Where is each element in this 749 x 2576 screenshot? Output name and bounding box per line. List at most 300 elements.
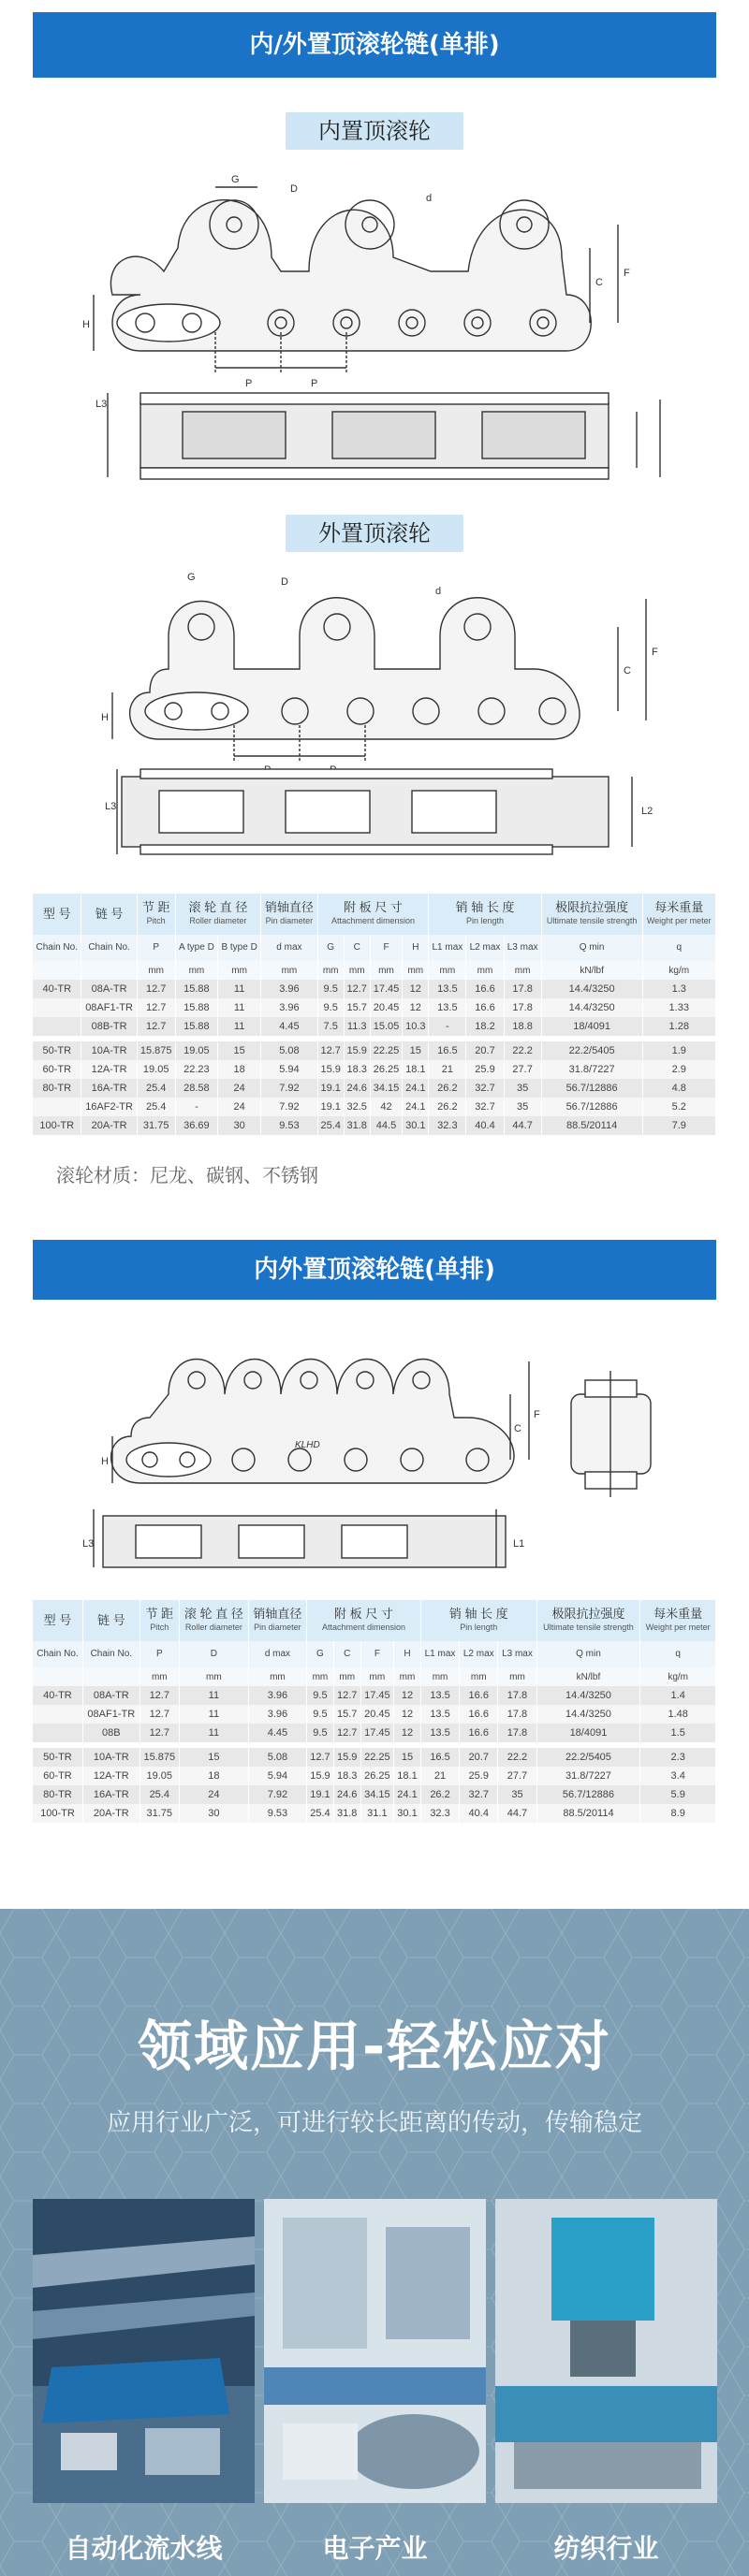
sub-header-cell: H (394, 1641, 421, 1667)
sub-header-cell: C (344, 935, 370, 961)
sub-header-cell: P (137, 935, 175, 961)
table-cell: 4.45 (261, 1017, 318, 1036)
sub-header-cell: q (642, 935, 716, 961)
table-cell: 12.7 (333, 1724, 360, 1742)
table-cell: 08AF1-TR (81, 998, 137, 1017)
table-cell: 15.875 (137, 1041, 175, 1060)
table-cell: 5.94 (261, 1060, 318, 1079)
th-tensile: 极限抗拉强度 Ultimate tensile strength (541, 894, 642, 935)
outer-top-view (117, 769, 632, 854)
sub-header-cell: L2 max (460, 1641, 498, 1667)
table-cell: 30.1 (394, 1804, 421, 1823)
table-cell: 7.9 (642, 1116, 716, 1135)
th-pitch: 节 距 Pitch (137, 894, 175, 935)
table-cell: 17.8 (498, 1724, 536, 1742)
table-cell: 18.1 (394, 1767, 421, 1785)
table-cell: 08AF1-TR (82, 1705, 140, 1724)
table-cell: 22.2/5405 (541, 1041, 642, 1060)
table-cell: 32.7 (466, 1098, 504, 1116)
unit-header-cell (33, 1667, 82, 1686)
unit-header-cell: mm (137, 961, 175, 980)
sub-header-cell: L1 max (420, 1641, 459, 1667)
svg-text:C: C (624, 665, 631, 677)
table-cell: 15.88 (175, 980, 217, 998)
svg-text:H: H (101, 712, 109, 723)
table-cell: 21 (429, 1060, 466, 1079)
table-cell: 10A-TR (81, 1041, 137, 1060)
svg-text:F: F (624, 268, 630, 279)
sub-header-cell: Chain No. (33, 935, 81, 961)
table-cell: 24.6 (344, 1079, 370, 1098)
svg-text:H: H (82, 319, 90, 330)
sub-header-cell: Q min (541, 935, 642, 961)
svg-text:L1: L1 (513, 1538, 525, 1550)
unit-header-cell: mm (333, 1667, 360, 1686)
table-cell: 40-TR (33, 980, 81, 998)
table-cell: 18.2 (466, 1017, 504, 1036)
table-cell: 17.45 (360, 1724, 393, 1742)
table-cell: 5.08 (261, 1041, 318, 1060)
table-cell: 17.8 (498, 1686, 536, 1705)
table-cell: 44.5 (370, 1116, 403, 1135)
unit-header-cell: mm (248, 1667, 306, 1686)
table-cell: 11 (218, 1017, 261, 1036)
sub-header-cell: L3 max (504, 935, 541, 961)
table-cell: 08A-TR (81, 980, 137, 998)
svg-text:P: P (245, 378, 253, 389)
table-cell: 34.15 (370, 1079, 403, 1098)
table-cell: 25.4 (307, 1804, 334, 1823)
table-cell: 14.4/3250 (541, 980, 642, 998)
table-cell: 5.2 (642, 1098, 716, 1116)
table-cell: 31.8/7227 (536, 1767, 640, 1785)
th-pin: 销轴直径 Pin diameter (261, 894, 318, 935)
sub-header-cell: B type D (218, 935, 261, 961)
svg-text:F: F (652, 647, 658, 658)
table-cell: 31.8 (333, 1804, 360, 1823)
table-cell: 26.25 (360, 1767, 393, 1785)
svg-text:L3: L3 (105, 801, 117, 812)
caption-assembly-line: 自动化流水线 (65, 2533, 223, 2564)
table-cell: 50-TR (33, 1041, 81, 1060)
table-cell: 60-TR (33, 1767, 82, 1785)
table-cell: 12.7 (140, 1705, 179, 1724)
unit-header-cell: mm (466, 961, 504, 980)
table-cell: 13.5 (429, 980, 466, 998)
table-cell: 35 (504, 1098, 541, 1116)
table-cell: 25.4 (137, 1098, 175, 1116)
table-cell: 12.7 (137, 980, 175, 998)
table-cell: 32.3 (429, 1116, 466, 1135)
table-cell: 12 (394, 1724, 421, 1742)
svg-text:G: G (187, 572, 196, 583)
table-cell: 25.9 (466, 1060, 504, 1079)
table-cell: 24 (218, 1079, 261, 1098)
table-cell: - (175, 1098, 217, 1116)
table-cell: 12A-TR (81, 1060, 137, 1079)
sub-header-cell: F (370, 935, 403, 961)
table-cell: 9.5 (317, 998, 344, 1017)
table-cell: 30 (218, 1116, 261, 1135)
table-cell (33, 1705, 82, 1724)
unit-header-cell: kg/m (640, 1667, 716, 1686)
table-cell: 12.7 (137, 998, 175, 1017)
table-row (33, 1767, 716, 1785)
table-cell: 9.53 (248, 1804, 306, 1823)
svg-text:F: F (534, 1409, 540, 1420)
table-cell: 08B-TR (81, 1017, 137, 1036)
svg-text:L3: L3 (95, 399, 108, 410)
table-cell: 20A-TR (82, 1804, 140, 1823)
table-cell: 24 (179, 1785, 248, 1804)
table-cell: 15.875 (140, 1748, 179, 1767)
svg-text:L2: L2 (641, 806, 654, 817)
table-cell: 20A-TR (81, 1116, 137, 1135)
table-cell: 12.7 (140, 1724, 179, 1742)
th2-pinlen: 销 轴 长 度 Pin length (420, 1600, 536, 1641)
table-cell: 25.4 (137, 1079, 175, 1098)
application-section (0, 1909, 749, 2576)
table-cell: 22.2/5405 (536, 1748, 640, 1767)
table-cell: 3.4 (640, 1767, 716, 1785)
table-cell: 22.25 (370, 1041, 403, 1060)
table-cell: 24.1 (394, 1785, 421, 1804)
table-cell: 36.69 (175, 1116, 217, 1135)
table-cell: 56.7/12886 (536, 1785, 640, 1804)
unit-header-cell (82, 1667, 140, 1686)
table-cell: 80-TR (33, 1079, 81, 1098)
caption-textile: 纺织行业 (553, 2533, 659, 2564)
electronics-factory-photo (264, 2199, 486, 2503)
table-cell: 16.6 (460, 1686, 498, 1705)
table-cell: 31.8/7227 (541, 1060, 642, 1079)
table-cell: 31.1 (360, 1804, 393, 1823)
table-cell: - (429, 1017, 466, 1036)
table-cell: 12.7 (317, 1041, 344, 1060)
table-cell: 19.05 (137, 1060, 175, 1079)
table-cell: 18/4091 (536, 1724, 640, 1742)
table-cell: 18.3 (344, 1060, 370, 1079)
table-cell: 27.7 (504, 1060, 541, 1079)
application-subtitle: 应用行业广泛，可进行较长距离的传动，传输稳定 (106, 2109, 642, 2137)
table-cell: 12.7 (344, 980, 370, 998)
table-cell: 27.7 (498, 1767, 536, 1785)
table-cell: 1.33 (642, 998, 716, 1017)
table-cell: 17.8 (498, 1705, 536, 1724)
table-cell: 1.5 (640, 1724, 716, 1742)
table-cell: 15.88 (175, 1017, 217, 1036)
table-cell: 15.9 (307, 1767, 334, 1785)
sub-header-cell: Chain No. (82, 1641, 140, 1667)
table-cell: 7.92 (261, 1098, 318, 1116)
table-cell: 12A-TR (82, 1767, 140, 1785)
table-cell: 14.4/3250 (536, 1686, 640, 1705)
table-row (33, 1060, 716, 1079)
table-cell: 16.6 (460, 1705, 498, 1724)
table-row (33, 1748, 716, 1767)
table-row (33, 1041, 716, 1060)
combo-end-view (571, 1371, 651, 1497)
sub-header-cell: L1 max (429, 935, 466, 961)
svg-text:D: D (290, 183, 298, 195)
table-cell: 40-TR (33, 1686, 82, 1705)
sub-header-cell: C (333, 1641, 360, 1667)
table-cell: 26.2 (429, 1098, 466, 1116)
table-cell: 25.4 (140, 1785, 179, 1804)
table-cell: 14.4/3250 (536, 1705, 640, 1724)
table-cell: 15.9 (333, 1748, 360, 1767)
table-cell: 24.6 (333, 1785, 360, 1804)
chain-logo-text: KLHD (295, 1440, 320, 1450)
inner-roller-label: 内置顶滚轮 (286, 112, 463, 150)
th-pinlen: 销 轴 长 度 Pin length (429, 894, 541, 935)
combo-side-view (111, 1360, 529, 1484)
table-row (33, 1686, 716, 1705)
table-cell: 19.05 (140, 1767, 179, 1785)
table-cell: 3.96 (261, 998, 318, 1017)
table-cell: 11 (179, 1686, 248, 1705)
table-cell: 17.8 (504, 998, 541, 1017)
sub-header-cell: Q min (536, 1641, 640, 1667)
table-cell: 31.75 (140, 1804, 179, 1823)
table-cell (33, 1017, 81, 1036)
table-cell: 1.3 (642, 980, 716, 998)
unit-header-cell: mm (317, 961, 344, 980)
inner-side-view (94, 187, 618, 374)
table-cell: 4.8 (642, 1079, 716, 1098)
unit-header-cell (33, 961, 81, 980)
unit-header-cell: mm (360, 1667, 393, 1686)
table-cell: 44.7 (498, 1804, 536, 1823)
table-cell: 24.1 (403, 1098, 429, 1116)
unit-header-cell: mm (370, 961, 403, 980)
unit-header-cell: mm (261, 961, 318, 980)
table-cell: 18 (218, 1060, 261, 1079)
dim-g-label: G (231, 174, 240, 185)
table-cell: 30 (179, 1804, 248, 1823)
table-cell: 26.2 (429, 1079, 466, 1098)
sub-header-cell: Chain No. (33, 1641, 82, 1667)
table-cell: 17.8 (504, 980, 541, 998)
table-cell: 13.5 (420, 1686, 459, 1705)
table-cell: 15.9 (344, 1041, 370, 1060)
th-chain: 链 号 (81, 894, 137, 935)
table-cell: 12 (403, 998, 429, 1017)
table-cell: 15.88 (175, 998, 217, 1017)
table-cell: 7.5 (317, 1017, 344, 1036)
table-cell: 35 (498, 1785, 536, 1804)
application-title: 领域应用-轻松应对 (137, 2015, 612, 2078)
table-cell: 20.7 (460, 1748, 498, 1767)
table-cell: 20.7 (466, 1041, 504, 1060)
table-cell (33, 1724, 82, 1742)
table-cell (33, 1098, 81, 1116)
table-cell: 19.1 (307, 1785, 334, 1804)
table-cell: 18.8 (504, 1017, 541, 1036)
unit-header-cell: kg/m (642, 961, 716, 980)
table-cell: 16A-TR (82, 1785, 140, 1804)
table-cell: 22.25 (360, 1748, 393, 1767)
th2-chain: 链 号 (82, 1600, 140, 1641)
table-cell: 12.7 (140, 1686, 179, 1705)
table-cell: 56.7/12886 (541, 1098, 642, 1116)
table-row (33, 1017, 716, 1036)
table-cell: 12 (394, 1686, 421, 1705)
sub-header-cell: F (360, 1641, 393, 1667)
svg-text:C: C (595, 277, 603, 288)
table-cell: 18.1 (403, 1060, 429, 1079)
table-cell: 3.96 (248, 1705, 306, 1724)
table-cell: 9.5 (307, 1686, 334, 1705)
table-cell: 16.5 (429, 1041, 466, 1060)
table-cell: 16AF2-TR (81, 1098, 137, 1116)
table-cell: 11 (218, 998, 261, 1017)
table-cell: 88.5/20114 (536, 1804, 640, 1823)
table-cell: 15 (394, 1748, 421, 1767)
table-cell: 40.4 (466, 1116, 504, 1135)
svg-text:D: D (281, 576, 288, 588)
table-cell: 13.5 (420, 1705, 459, 1724)
th2-pitch: 节 距 Pitch (140, 1600, 179, 1641)
table-cell: 15.05 (370, 1017, 403, 1036)
svg-text:H: H (101, 1456, 109, 1467)
unit-header-cell: mm (344, 961, 370, 980)
table-cell: 13.5 (429, 998, 466, 1017)
sub-header-cell: G (317, 935, 344, 961)
table-cell: 17.45 (370, 980, 403, 998)
table-cell: 3.96 (248, 1686, 306, 1705)
th2-roller: 滚 轮 直 径 Roller diameter (179, 1600, 248, 1641)
table-cell: 11.3 (344, 1017, 370, 1036)
table-cell: 88.5/20114 (541, 1116, 642, 1135)
table-cell: 7.92 (248, 1785, 306, 1804)
unit-header-cell: mm (179, 1667, 248, 1686)
table-cell: 9.5 (307, 1705, 334, 1724)
table-cell: 35 (504, 1079, 541, 1098)
table-cell: 22.2 (504, 1041, 541, 1060)
table-cell: 13.5 (420, 1724, 459, 1742)
table-cell: 2.3 (640, 1748, 716, 1767)
svg-text:d: d (435, 586, 442, 597)
table-cell: 32.7 (460, 1785, 498, 1804)
table-cell: 32.5 (344, 1098, 370, 1116)
table-cell: 24.1 (403, 1079, 429, 1098)
table-cell: 7.92 (261, 1079, 318, 1098)
table-cell: 32.7 (466, 1079, 504, 1098)
table-cell: 25.9 (460, 1767, 498, 1785)
th-attach: 附 板 尺 寸 Attachment dimension (317, 894, 429, 935)
table-cell: 16.5 (420, 1748, 459, 1767)
table-cell: 18 (179, 1767, 248, 1785)
table-cell: 10.3 (403, 1017, 429, 1036)
th2-model: 型 号 (33, 1600, 82, 1641)
table-cell: 4.45 (248, 1724, 306, 1742)
table-cell: 15 (218, 1041, 261, 1060)
table-cell (33, 998, 81, 1017)
table-cell: 16.6 (460, 1724, 498, 1742)
spec-table-1 (33, 894, 716, 1135)
table-cell: 9.5 (307, 1724, 334, 1742)
table-cell: 22.2 (498, 1748, 536, 1767)
unit-header-cell: mm (504, 961, 541, 980)
table-cell: 11 (179, 1724, 248, 1742)
table-cell: 20.45 (370, 998, 403, 1017)
sub-header-cell: A type D (175, 935, 217, 961)
table-cell: 12.7 (137, 1017, 175, 1036)
table-row (33, 1705, 716, 1724)
table-cell: 9.5 (317, 980, 344, 998)
assembly-line-photo (33, 2199, 255, 2503)
svg-text:P: P (311, 378, 318, 389)
textile-machine-photo (495, 2199, 717, 2503)
table-cell: 16A-TR (81, 1079, 137, 1098)
section2-banner: 内外置顶滚轮链(单排) (33, 1240, 716, 1300)
th-roller: 滚 轮 直 径 Roller diameter (175, 894, 260, 935)
table-cell: 31.8 (344, 1116, 370, 1135)
sub-header-cell: L3 max (498, 1641, 536, 1667)
table-cell: 5.9 (640, 1785, 716, 1804)
table-cell: 60-TR (33, 1060, 81, 1079)
unit-header-cell: kN/lbf (541, 961, 642, 980)
caption-electronics: 电子产业 (322, 2533, 428, 2564)
table-cell: 3.96 (261, 980, 318, 998)
roller-material-note: 滚轮材质：尼龙、碳钢、不锈钢 (56, 1164, 318, 1186)
table-cell: 1.48 (640, 1705, 716, 1724)
table-cell: 15 (179, 1748, 248, 1767)
unit-header-cell: mm (307, 1667, 334, 1686)
unit-header-cell: mm (498, 1667, 536, 1686)
table-cell: 19.1 (317, 1098, 344, 1116)
inner-roller-chain-diagram (0, 154, 749, 454)
svg-text:C: C (514, 1423, 521, 1434)
table-cell: 34.15 (360, 1785, 393, 1804)
unit-header-cell: mm (460, 1667, 498, 1686)
table-row (33, 1785, 716, 1804)
table-row (33, 1724, 716, 1742)
table-cell: 20.45 (360, 1705, 393, 1724)
unit-header-cell: mm (218, 961, 261, 980)
sub-header-cell: q (640, 1641, 716, 1667)
table-cell: 15.7 (333, 1705, 360, 1724)
table-cell: 19.1 (317, 1079, 344, 1098)
table-cell: 15 (403, 1041, 429, 1060)
table-cell: 8.9 (640, 1804, 716, 1823)
table-cell: 100-TR (33, 1804, 82, 1823)
sub-header-cell: H (403, 935, 429, 961)
table-cell: 18.3 (333, 1767, 360, 1785)
table-cell: 26.2 (420, 1785, 459, 1804)
table-cell: 28.58 (175, 1079, 217, 1098)
unit-header-cell: mm (140, 1667, 179, 1686)
table-cell: 19.05 (175, 1041, 217, 1060)
table-cell: 44.7 (504, 1116, 541, 1135)
table-cell: 16.6 (466, 980, 504, 998)
table-cell: 26.25 (370, 1060, 403, 1079)
sub-header-cell: Chain No. (81, 935, 137, 961)
table-cell: 21 (420, 1767, 459, 1785)
unit-header-cell: mm (403, 961, 429, 980)
unit-header-cell: mm (175, 961, 217, 980)
table-cell: 1.4 (640, 1686, 716, 1705)
table-cell: 100-TR (33, 1116, 81, 1135)
unit-header-cell: mm (394, 1667, 421, 1686)
table-cell: 18/4091 (541, 1017, 642, 1036)
table-cell: 1.28 (642, 1017, 716, 1036)
unit-header-cell (81, 961, 137, 980)
table-cell: 11 (179, 1705, 248, 1724)
spec-table-2 (33, 1600, 716, 1823)
table-cell: 08B (82, 1724, 140, 1742)
